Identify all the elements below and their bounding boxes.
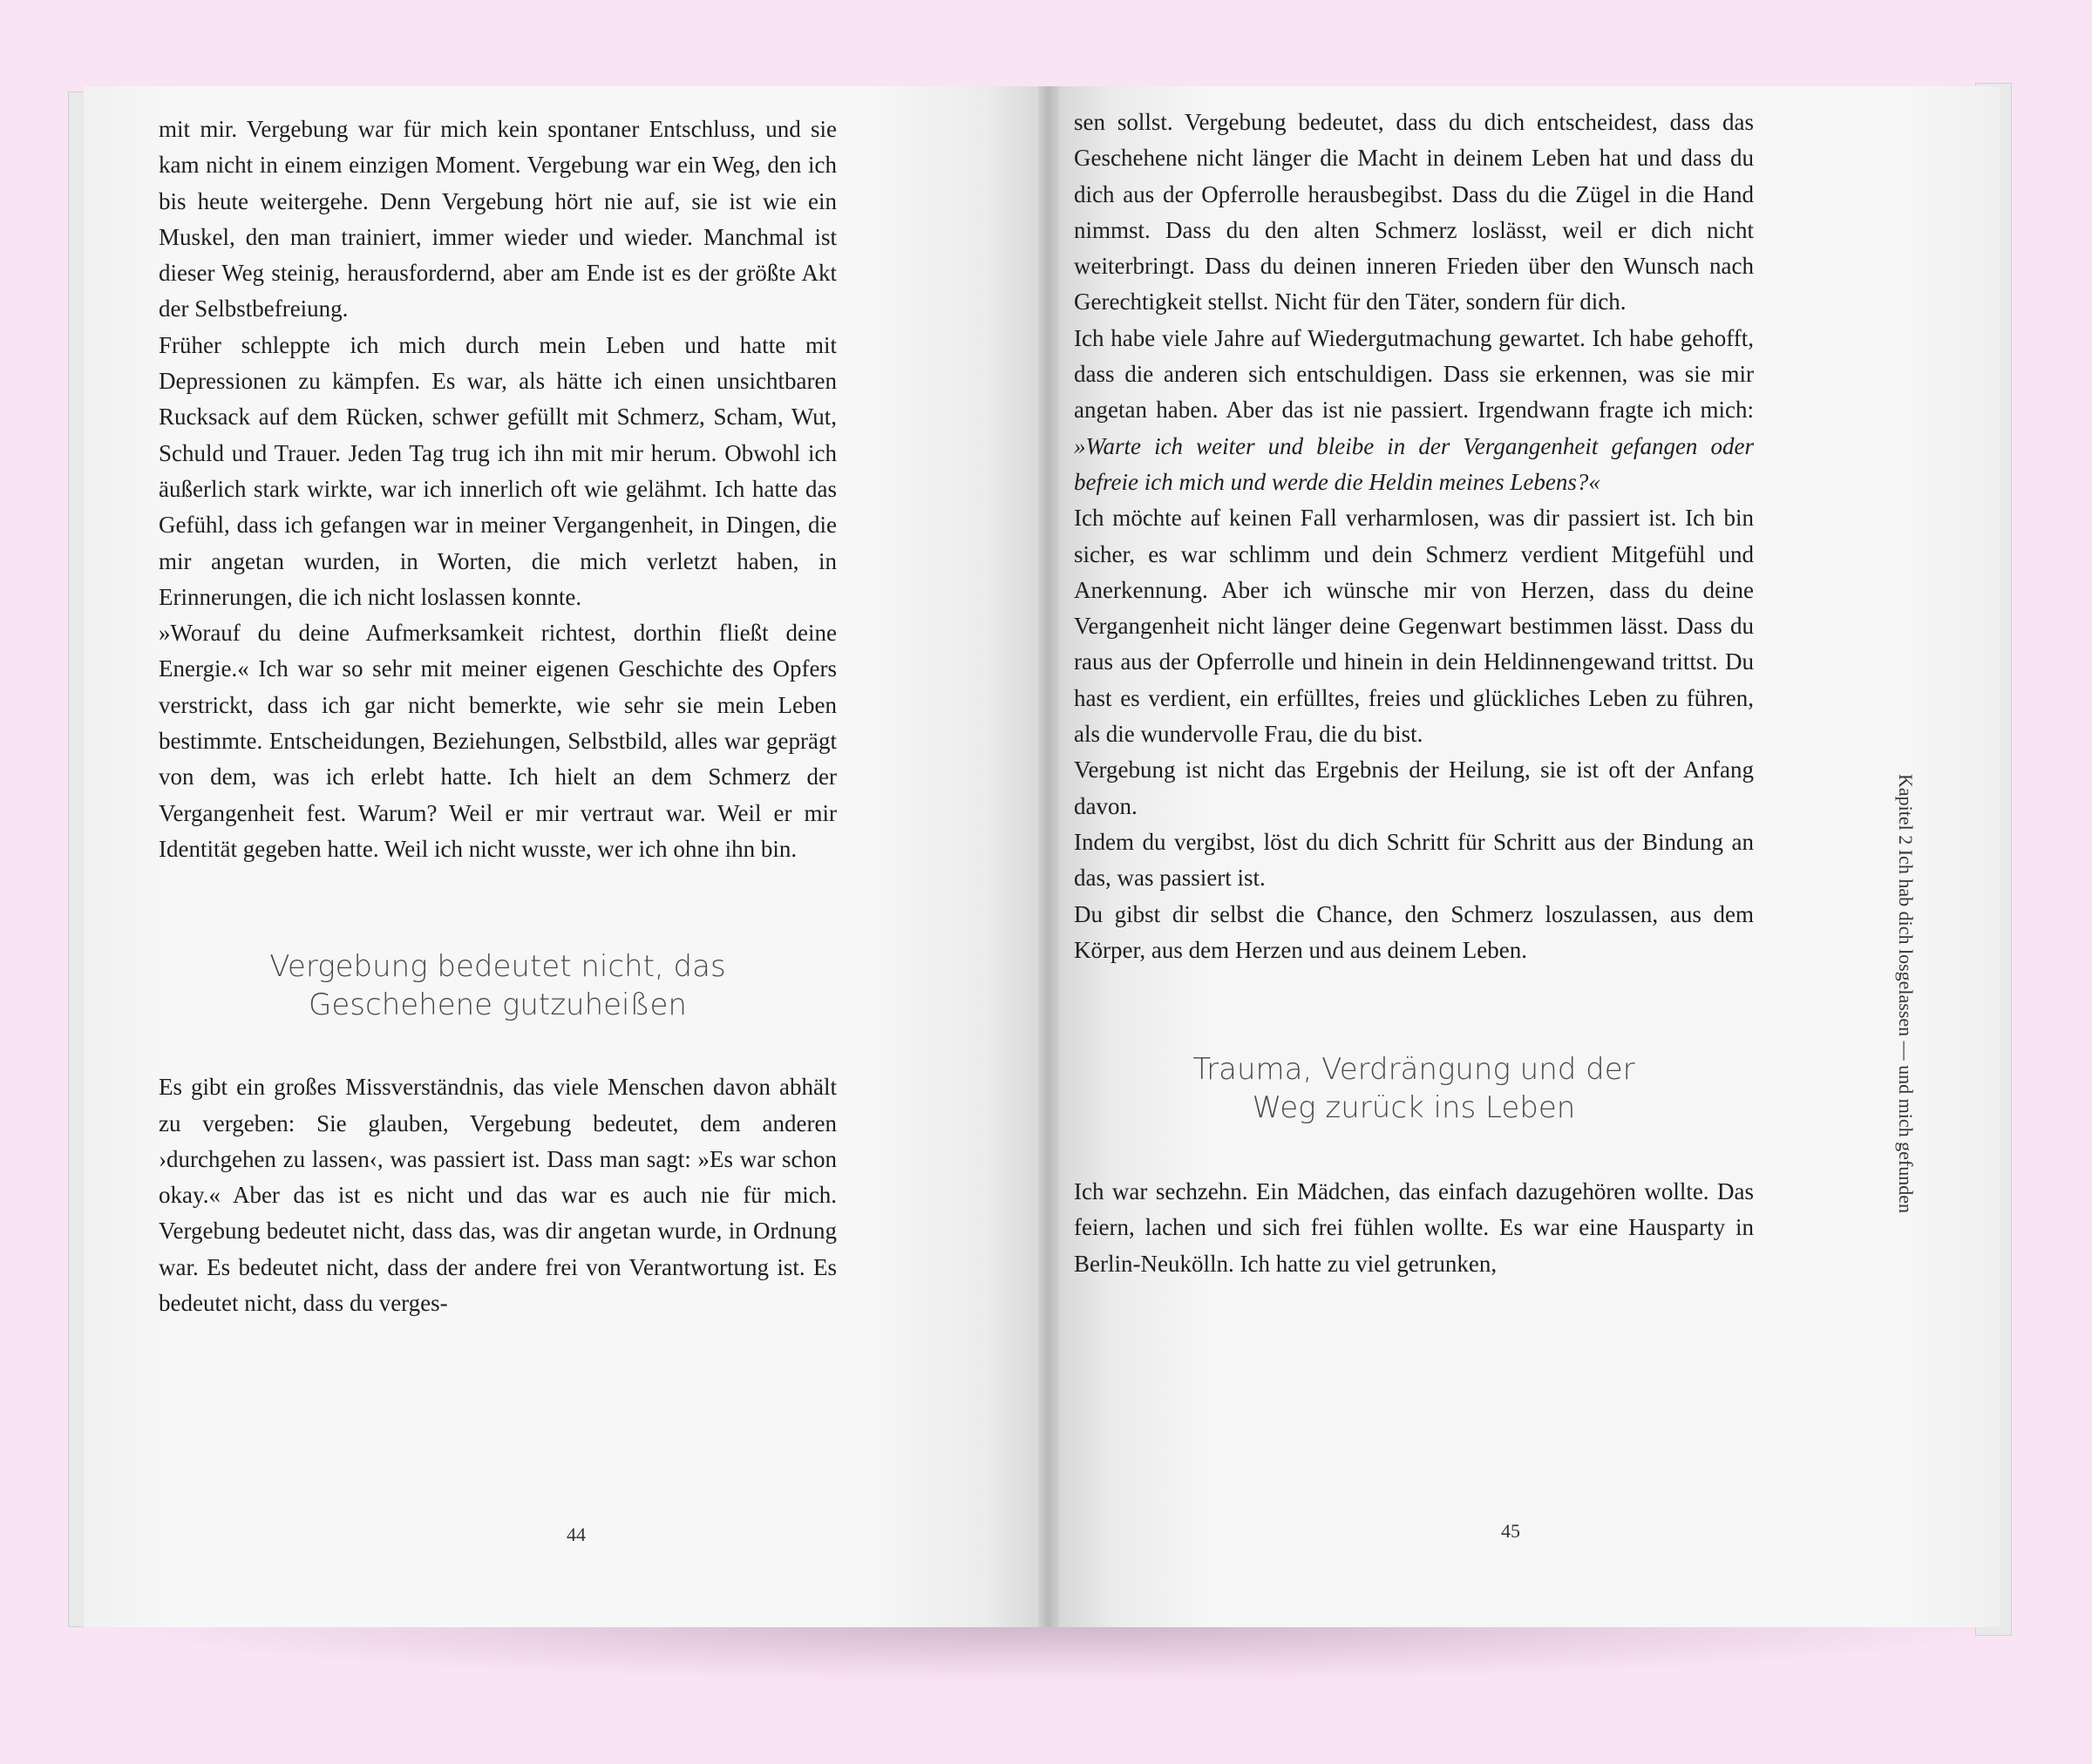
body-paragraph: sen sollst. Vergebung bedeutet, dass du dich entscheidest, dass das Geschehene nicht länger die Macht in deinem Leben hat und dass du dich aus der Opferrolle herausbegibst. Dass du die Zügel in die Hand nimmst. Dass du den alten Schmerz loslässt, weil er dich nicht weiterbringt. Dass du deinen inneren Frieden über den Wunsch nach Gerechtigkeit stellst. Nicht für den Täter, sondern für dich. [1074,109,1754,315]
section-heading-line: Trauma, Verdrängung und der [1192,1052,1635,1088]
body-paragraph: mit mir. Vergebung war für mich kein spontaner Entschluss, und sie kam nicht in einem einzigen Moment. Vergebung war ein Weg, den ich bis heute weitergehe. Denn Vergebung hört nie auf, sie ist wie ein Muskel, den man trainiert, immer wieder und wieder. Manchmal ist dieser Weg steinig, herausfordernd, aber am Ende ist es der größte Akt der Selbstbefreiung. [159,116,837,322]
body-paragraph: Vergebung ist nicht das Ergebnis der Heilung, sie ist oft der Anfang davon. [1074,756,1754,819]
section-heading-line: Geschehene gutzuheißen [309,987,687,1023]
body-paragraph: Es gibt ein großes Missverständnis, das viele Menschen davon abhält zu vergeben: Sie glauben, Vergebung bedeutet, dem anderen ›durchgehen zu lassen‹, was passiert ist. Dass man sagt: »Es war schon okay.« Aber das ist es nicht und das war es auch nie für mich. Vergebung bedeutet nicht, dass das, was dir angetan wurde, in Ordnung war. Es bedeutet nicht, dass der andere frei von Verantwortung ist. Es bedeutet nicht, dass du verges- [159,1074,837,1317]
section-heading-line: Weg zurück ins Leben [1252,1090,1576,1126]
section-heading [159,947,837,1024]
section-heading [1074,1050,1754,1127]
left-page-body [159,112,837,1321]
section-heading-line: Vergebung bedeutet nicht, das [269,949,726,985]
body-paragraph [1074,321,1754,500]
chapter-running-head: Kapitel 2 Ich hab dich losgelassen — und mich gefunden [1895,773,1917,1214]
body-paragraph: Ich war sechzehn. Ein Mädchen, das einfach dazugehören wollte. Das feiern, lachen und sich frei fühlen wollte. Es war eine Hausparty in Berlin-Neukölln. Ich hatte zu viel getrunken, [1074,1178,1754,1277]
body-paragraph: Indem du vergibst, löst du dich Schritt für Schritt aus der Bindung an das, was passiert ist. [1074,828,1754,892]
body-paragraph: »Worauf du deine Aufmerksamkeit richtest, dorthin fließt deine Energie.« Ich war so sehr mit meiner eigenen Geschichte des Opfers verstrickt, dass ich gar nicht bemerkte, wie sehr sie mein Leben bestimmte. Entscheidungen, Beziehungen, Selbstbild, alles war geprägt von dem, was ich erlebt hatte. Ich hielt an dem Schmerz der Vergangenheit fest. Warum? Weil er mir vertraut war. Weil er mir Identität gegeben hatte. Weil ich nicht wusste, wer ich ohne ihn bin. [159,620,837,862]
page-number-left: 44 [567,1523,586,1545]
italic-quote: »Warte ich weiter und bleibe in der Vergangenheit gefangen oder befreie ich mich und werde die Heldin meines Lebens?« [1074,432,1754,495]
body-text: Ich habe viele Jahre auf Wiedergutmachung gewartet. Ich habe gehofft, dass die anderen sich entschuldigen. Dass sie erkennen, was sie mir angetan haben. Aber das ist nie passiert. Irgendwann fragte ich mich: [1074,324,1754,424]
body-paragraph: Du gibst dir selbst die Chance, den Schmerz loszulassen, aus dem Körper, aus dem Herzen und aus deinem Leben. [1074,900,1754,963]
right-page-body [1074,105,1754,1282]
body-paragraph: Früher schleppte ich mich durch mein Leben und hatte mit Depressionen zu kämpfen. Es war, als hätte ich einen unsichtbaren Rucksack auf dem Rücken, schwer gefüllt mit Schmerz, Scham, Wut, Schuld und Trauer. Jeden Tag trug ich ihn mit mir herum. Obwohl ich äußerlich stark wirkte, war ich innerlich oft wie gelähmt. Ich hatte das Gefühl, dass ich gefangen war in meiner Vergangenheit, in Dingen, die mir angetan wurden, in Worten, die mich verletzt haben, in Erinnerungen, die ich nicht loslassen konnte. [159,331,837,610]
page-number-right: 45 [1501,1520,1520,1542]
book-gutter [1038,86,1059,1627]
body-paragraph: Ich möchte auf keinen Fall verharmlosen, was dir passiert ist. Ich bin sicher, es war schlimm und dein Schmerz verdient Mitgefühl und Anerkennung. Aber ich wünsche mir von Herzen, dass du deine Vergangenheit nicht länger deine Gegenwart bestimmen lässt. Dass du raus aus der Opferrolle und hinein in dein Heldinnengewand trittst. Du hast es verdient, ein erfülltes, freies und glückliches Leben zu führen, als die wundervolle Frau, die du bist. [1074,505,1754,748]
